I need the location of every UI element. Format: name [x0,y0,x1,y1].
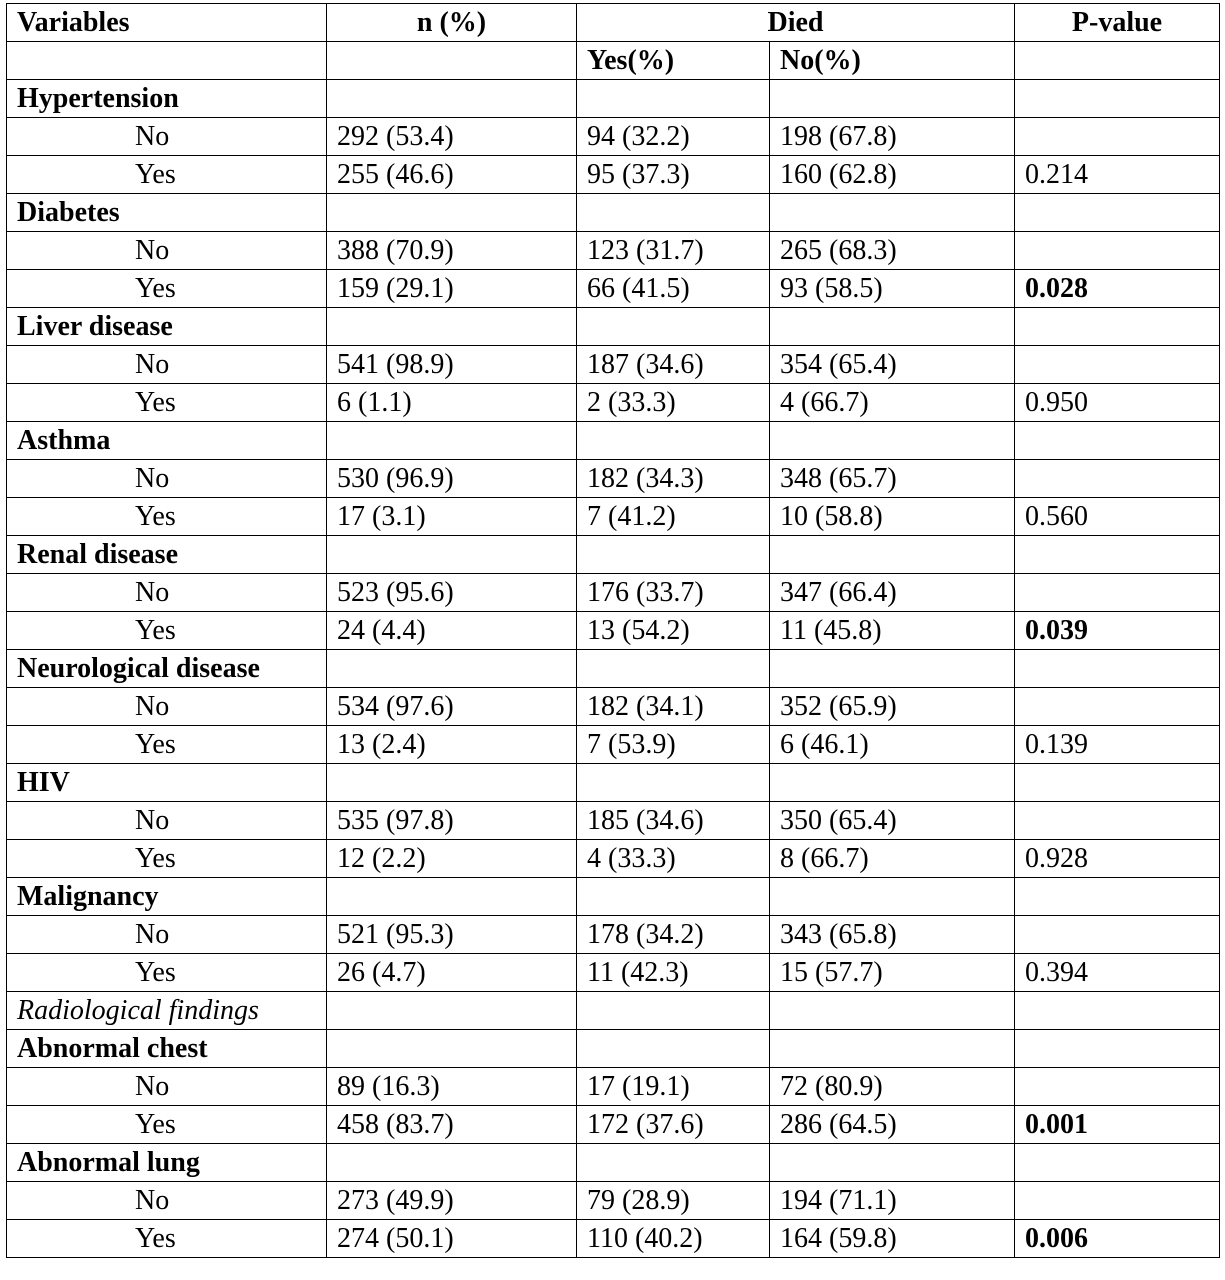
cell-p-value [1015,232,1220,270]
cell-died-no: 8 (66.7) [770,840,1015,878]
cell-n-pct: 6 (1.1) [327,384,577,422]
empty-cell [577,194,770,232]
group-row [7,650,1220,688]
row-label: Yes [7,156,327,194]
row-label: No [7,916,327,954]
group-row [7,422,1220,460]
empty-cell [1015,1144,1220,1182]
cell-n-pct: 534 (97.6) [327,688,577,726]
cell-p-value [1015,1182,1220,1220]
empty-cell [577,764,770,802]
table-row [7,1068,1220,1106]
table-row [7,802,1220,840]
section-label: Radiological findings [7,992,327,1030]
cell-n-pct: 530 (96.9) [327,460,577,498]
table-row [7,156,1220,194]
empty-cell [327,1030,577,1068]
empty-cell [577,308,770,346]
cell-died-yes: 7 (41.2) [577,498,770,536]
cell-died-yes: 182 (34.3) [577,460,770,498]
empty-cell [577,1144,770,1182]
cell-p-value [1015,688,1220,726]
cell-died-no: 6 (46.1) [770,726,1015,764]
empty-cell [327,536,577,574]
group-row [7,80,1220,118]
row-label: No [7,460,327,498]
empty-cell [770,536,1015,574]
cell-p-value: 0.950 [1015,384,1220,422]
row-label: Yes [7,954,327,992]
header-n-pct: n (%) [327,4,577,42]
empty-cell [327,194,577,232]
row-label: No [7,802,327,840]
table-row [7,688,1220,726]
cell-n-pct: 521 (95.3) [327,916,577,954]
cell-died-yes: 178 (34.2) [577,916,770,954]
cell-died-yes: 79 (28.9) [577,1182,770,1220]
table-row [7,840,1220,878]
empty-cell [577,536,770,574]
header-p-value: P-value [1015,4,1220,42]
group-row [7,1144,1220,1182]
table-row [7,232,1220,270]
group-label: Asthma [7,422,327,460]
cell-n-pct: 89 (16.3) [327,1068,577,1106]
cell-n-pct: 523 (95.6) [327,574,577,612]
group-label: Abnormal chest [7,1030,327,1068]
cell-died-no: 198 (67.8) [770,118,1015,156]
group-label: HIV [7,764,327,802]
row-label: Yes [7,1106,327,1144]
cell-p-value [1015,118,1220,156]
subheader-row [7,42,1220,80]
empty-cell [577,422,770,460]
row-label: No [7,688,327,726]
empty-cell [770,878,1015,916]
row-label: Yes [7,840,327,878]
cell-n-pct: 388 (70.9) [327,232,577,270]
cell-died-yes: 176 (33.7) [577,574,770,612]
empty-cell [770,194,1015,232]
empty-cell [577,80,770,118]
empty-cell [770,764,1015,802]
group-row [7,764,1220,802]
table-body [7,80,1220,1258]
cell-died-yes: 66 (41.5) [577,270,770,308]
cell-died-no: 265 (68.3) [770,232,1015,270]
row-label: Yes [7,1220,327,1258]
cell-died-no: 10 (58.8) [770,498,1015,536]
cell-n-pct: 24 (4.4) [327,612,577,650]
table-row [7,954,1220,992]
cell-p-value: 0.001 [1015,1106,1220,1144]
header-died-no: No(%) [770,42,1015,80]
cell-n-pct: 13 (2.4) [327,726,577,764]
table-row [7,1182,1220,1220]
cell-p-value [1015,460,1220,498]
section-row [7,992,1220,1030]
cell-p-value: 0.928 [1015,840,1220,878]
cell-n-pct: 12 (2.2) [327,840,577,878]
empty-cell [770,1030,1015,1068]
cell-died-yes: 13 (54.2) [577,612,770,650]
cell-n-pct: 17 (3.1) [327,498,577,536]
cell-p-value: 0.028 [1015,270,1220,308]
group-label: Liver disease [7,308,327,346]
cell-n-pct: 274 (50.1) [327,1220,577,1258]
table-row [7,460,1220,498]
empty-cell [770,422,1015,460]
header-row [7,4,1220,42]
cell-died-yes: 172 (37.6) [577,1106,770,1144]
cell-p-value: 0.139 [1015,726,1220,764]
empty-cell [577,878,770,916]
table-row [7,916,1220,954]
cell-p-value [1015,1068,1220,1106]
table-row [7,346,1220,384]
cell-died-no: 348 (65.7) [770,460,1015,498]
cell-died-yes: 7 (53.9) [577,726,770,764]
cell-n-pct: 273 (49.9) [327,1182,577,1220]
group-label: Abnormal lung [7,1144,327,1182]
group-row [7,308,1220,346]
empty-cell [1015,650,1220,688]
cell-died-no: 93 (58.5) [770,270,1015,308]
cell-p-value [1015,346,1220,384]
empty-cell [770,308,1015,346]
empty-cell [327,80,577,118]
table-row [7,1220,1220,1258]
cell-p-value [1015,802,1220,840]
empty-cell [770,650,1015,688]
group-row [7,878,1220,916]
empty-cell [327,308,577,346]
subheader-empty [7,42,327,80]
empty-cell [1015,422,1220,460]
group-row [7,536,1220,574]
empty-cell [770,1144,1015,1182]
empty-cell [1015,878,1220,916]
group-label: Hypertension [7,80,327,118]
cell-p-value [1015,574,1220,612]
cell-died-no: 11 (45.8) [770,612,1015,650]
cell-died-no: 194 (71.1) [770,1182,1015,1220]
cell-p-value: 0.039 [1015,612,1220,650]
empty-cell [327,422,577,460]
empty-cell [1015,194,1220,232]
row-label: No [7,1182,327,1220]
cell-died-yes: 2 (33.3) [577,384,770,422]
group-label: Malignancy [7,878,327,916]
cell-died-yes: 123 (31.7) [577,232,770,270]
subheader-empty [1015,42,1220,80]
cell-died-no: 164 (59.8) [770,1220,1015,1258]
table-row [7,498,1220,536]
cell-died-no: 350 (65.4) [770,802,1015,840]
cell-died-yes: 187 (34.6) [577,346,770,384]
comorbidity-mortality-table [6,3,1220,1258]
cell-p-value: 0.214 [1015,156,1220,194]
empty-cell [1015,992,1220,1030]
row-label: No [7,118,327,156]
group-label: Neurological disease [7,650,327,688]
cell-died-yes: 182 (34.1) [577,688,770,726]
cell-died-yes: 11 (42.3) [577,954,770,992]
cell-died-no: 160 (62.8) [770,156,1015,194]
header-died: Died [577,4,1015,42]
empty-cell [770,80,1015,118]
row-label: Yes [7,270,327,308]
group-row [7,1030,1220,1068]
table-row [7,574,1220,612]
empty-cell [577,1030,770,1068]
cell-died-no: 352 (65.9) [770,688,1015,726]
group-label: Renal disease [7,536,327,574]
cell-p-value: 0.394 [1015,954,1220,992]
header-died-yes: Yes(%) [577,42,770,80]
cell-died-no: 343 (65.8) [770,916,1015,954]
empty-cell [770,992,1015,1030]
cell-p-value: 0.560 [1015,498,1220,536]
empty-cell [1015,80,1220,118]
empty-cell [1015,308,1220,346]
cell-p-value: 0.006 [1015,1220,1220,1258]
table-row [7,612,1220,650]
cell-n-pct: 255 (46.6) [327,156,577,194]
cell-died-yes: 4 (33.3) [577,840,770,878]
cell-n-pct: 535 (97.8) [327,802,577,840]
row-label: Yes [7,384,327,422]
empty-cell [577,992,770,1030]
cell-died-yes: 110 (40.2) [577,1220,770,1258]
row-label: No [7,232,327,270]
cell-died-yes: 17 (19.1) [577,1068,770,1106]
cell-died-yes: 94 (32.2) [577,118,770,156]
cell-died-no: 15 (57.7) [770,954,1015,992]
row-label: Yes [7,726,327,764]
cell-died-no: 4 (66.7) [770,384,1015,422]
empty-cell [327,764,577,802]
empty-cell [1015,536,1220,574]
empty-cell [577,650,770,688]
row-label: No [7,346,327,384]
empty-cell [327,650,577,688]
row-label: No [7,574,327,612]
cell-n-pct: 541 (98.9) [327,346,577,384]
header-variables: Variables [7,4,327,42]
group-label: Diabetes [7,194,327,232]
empty-cell [327,1144,577,1182]
table-row [7,1106,1220,1144]
empty-cell [327,878,577,916]
cell-n-pct: 159 (29.1) [327,270,577,308]
group-row [7,194,1220,232]
cell-died-no: 354 (65.4) [770,346,1015,384]
cell-died-no: 347 (66.4) [770,574,1015,612]
row-label: Yes [7,498,327,536]
cell-n-pct: 292 (53.4) [327,118,577,156]
cell-died-no: 72 (80.9) [770,1068,1015,1106]
table-row [7,726,1220,764]
table-row [7,384,1220,422]
row-label: No [7,1068,327,1106]
cell-died-no: 286 (64.5) [770,1106,1015,1144]
cell-n-pct: 26 (4.7) [327,954,577,992]
subheader-empty [327,42,577,80]
cell-p-value [1015,916,1220,954]
row-label: Yes [7,612,327,650]
cell-died-yes: 95 (37.3) [577,156,770,194]
empty-cell [327,992,577,1030]
table-row [7,270,1220,308]
empty-cell [1015,1030,1220,1068]
empty-cell [1015,764,1220,802]
cell-n-pct: 458 (83.7) [327,1106,577,1144]
table-row [7,118,1220,156]
cell-died-yes: 185 (34.6) [577,802,770,840]
